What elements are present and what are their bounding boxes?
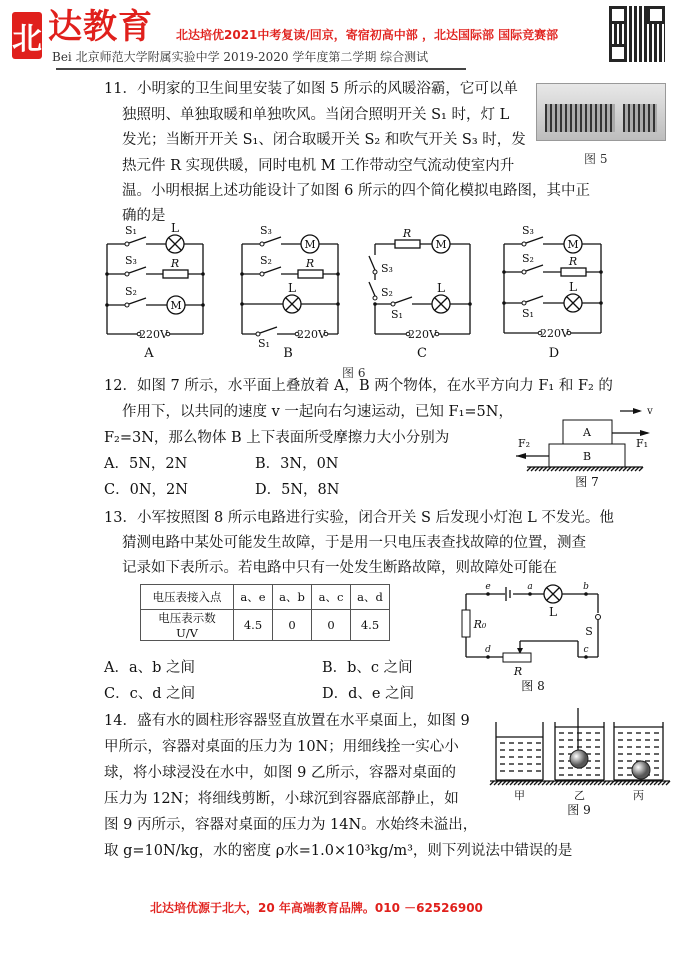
switch-terminal [125, 242, 129, 246]
table-cell: 电压表接入点 [141, 585, 234, 610]
arrow-icon [516, 453, 526, 459]
q13-option: D．d、e 之间 [322, 686, 415, 702]
footer-promo: 北达培优源于北大，20 年高端教育品牌。010 －62526900 [150, 901, 483, 915]
q12-line: 作用下，以共同的速度 v 一起向右匀速运动，已知 F₁=5N， [122, 404, 513, 420]
junction-dot [502, 301, 506, 305]
block-b-label: B [582, 450, 592, 463]
r0-icon [462, 610, 470, 637]
resistor-label: R [568, 255, 578, 268]
fig7-caption: 图 7 [575, 475, 599, 489]
table-cell: 4.5 [351, 610, 390, 641]
switch-terminal [522, 270, 526, 274]
option-label: B [283, 346, 293, 361]
switch-terminal [260, 242, 264, 246]
container-label: 丙 [633, 789, 644, 802]
voltage-table [140, 584, 390, 641]
junction-dot [336, 302, 340, 306]
arrow-icon [640, 430, 650, 436]
switch-label: S₃ [522, 224, 534, 237]
table-cell: a、d [351, 585, 390, 610]
switch-label: S₃ [260, 224, 272, 237]
fig6-caption: 图 6 [342, 366, 366, 380]
switch-label: S₁ [391, 308, 403, 321]
v-label: v [647, 406, 653, 417]
q13-option: B．b、c 之间 [322, 660, 413, 676]
table-row [141, 610, 390, 641]
switch-label: S₂ [125, 285, 137, 298]
q13-line: 13．小军按照图 8 所示电路进行实验，闭合开关 S 后发现小灯泡 L 不发光。他 [104, 510, 614, 526]
fig7-blocks [490, 395, 688, 495]
motor-label: M [304, 238, 316, 251]
fig9-caption: 图 9 [567, 803, 591, 817]
fig9-containers [480, 708, 680, 823]
qr-code-icon [609, 6, 665, 62]
junction-dot [240, 302, 244, 306]
q13-line: 记录如下表所示。若电路中只有一处发生断路故障，则故障处可能在 [122, 560, 557, 576]
switch-terminal [125, 272, 129, 276]
switch-terminal [522, 242, 526, 246]
junction-dot [486, 655, 490, 659]
ball-icon [632, 761, 650, 779]
q14-line: 取 g=10N/kg，水的密度 ρ水=1.0×10³kg/m³，则下列说法中错误的是 [104, 843, 573, 859]
s-label: S [585, 625, 593, 638]
ball-icon [570, 750, 588, 768]
q12-line: 12．如图 7 所示，水平面上叠放着 A，B 两个物体，在水平方向力 F₁ 和 F₂ 的 [104, 378, 613, 394]
promo-header: 北达培优2021中考复读/回京，寄宿初高中部 ，北达国际部 国际竞赛部 [176, 28, 559, 42]
switch-terminal [596, 615, 601, 620]
q11-line: 11．小明家的卫生间里安装了如图 5 所示的风暖浴霸，它可以单 [104, 81, 518, 97]
q13-option: C．c、d 之间 [104, 686, 196, 702]
q14-line: 14．盛有水的圆柱形容器竖直放置在水平桌面上，如图 9 [104, 713, 470, 729]
junction-dot [201, 303, 205, 307]
switch-blade [369, 282, 375, 296]
table-cell: 4.5 [234, 610, 273, 641]
point-label: b [583, 582, 589, 592]
junction-dot [502, 270, 506, 274]
lamp-label: L [288, 281, 296, 295]
logo-char: 北 [12, 21, 42, 57]
table-cell: 0 [312, 610, 351, 641]
point-label: e [485, 582, 491, 592]
switch-label: S₂ [260, 254, 272, 267]
switch-terminal [260, 272, 264, 276]
switch-terminal [256, 332, 260, 336]
switch-label: S₂ [522, 252, 534, 265]
q11-line: 热元件 R 实现供暖，同时电机 M 工作带动空气流动使室内升 [122, 158, 515, 174]
q11-line: 发光；当断开开关 S₁、闭合取暖开关 S₂ 和吹气开关 S₃ 时，发 [122, 132, 526, 148]
table-cell: 0 [273, 610, 312, 641]
fig5-heater-image [536, 83, 666, 141]
motor-label: M [567, 238, 579, 251]
resistor-icon [561, 268, 586, 276]
switch-terminal [522, 301, 526, 305]
table-row [141, 585, 390, 610]
fig8-circuit [455, 575, 605, 695]
q11-line: 确的是 [122, 208, 166, 224]
lamp-label: L [171, 221, 179, 235]
logo-text: 达教育 [48, 7, 153, 47]
source-label: 220V [408, 328, 437, 341]
arrow-icon [633, 408, 642, 414]
q12-option: D．5N，8N [255, 482, 340, 498]
resistor-label: R [170, 257, 180, 270]
junction-dot [373, 302, 377, 306]
q11-line: 温。小明根据上述功能设计了如图 6 所示的四个简化模拟电路图，其中正 [122, 183, 590, 199]
junction-dot [584, 592, 588, 596]
q12-option: B．3N，0N [255, 456, 339, 472]
junction-dot [486, 592, 490, 596]
q14-line: 球，将小球浸没在水中，如图 9 乙所示，容器对桌面的 [104, 765, 456, 781]
lamp-label: L [549, 605, 557, 619]
q14-line: 甲所示，容器对桌面的压力为 10N；用细线拴一实心小 [104, 739, 459, 755]
q12-option: A．5N，2N [104, 456, 188, 472]
option-label: D [548, 346, 560, 361]
junction-dot [105, 303, 109, 307]
junction-dot [105, 272, 109, 276]
source-label: 220V [540, 327, 569, 340]
motor-label: M [170, 299, 182, 312]
table-cell: a、c [312, 585, 351, 610]
point-label: c [583, 645, 589, 655]
resistor-icon [298, 270, 323, 278]
r-label: R [513, 665, 523, 678]
switch-terminal [373, 270, 377, 274]
resistor-label: R [402, 227, 412, 240]
junction-dot [599, 301, 603, 305]
switch-label: S₃ [381, 262, 393, 275]
rheostat-icon [503, 653, 531, 662]
junction-dot [599, 270, 603, 274]
resistor-icon [163, 270, 188, 278]
point-label: d [485, 645, 491, 655]
option-label: A [144, 346, 154, 361]
fig8-caption: 图 8 [521, 679, 545, 693]
switch-label: S₁ [125, 224, 137, 237]
switch-blade [369, 256, 375, 270]
resistor-label: R [305, 257, 315, 270]
motor-label: M [435, 238, 447, 251]
switch-label: S₃ [125, 254, 137, 267]
junction-dot [240, 272, 244, 276]
block-a-label: A [583, 426, 591, 439]
q13-line: 猜测电路中某处可能发生故障，于是用一只电压表查找故障的位置，测查 [122, 535, 586, 551]
container-label: 甲 [514, 789, 525, 802]
junction-dot [201, 272, 205, 276]
table-cell: 电压表示数 U/V [141, 610, 234, 641]
lamp-label: L [569, 280, 577, 294]
junction-dot [336, 272, 340, 276]
f1-label: F₁ [635, 437, 649, 450]
table-cell: a、b [273, 585, 312, 610]
school-header: Bei 北京师范大学附属实验中学 2019-2020 学年度第二学期 综合测试 [52, 50, 429, 64]
option-label: C [417, 346, 427, 361]
r0-label: R₀ [473, 618, 487, 631]
q13-option: A．a、b 之间 [104, 660, 196, 676]
junction-dot [468, 302, 472, 306]
f2-label: F₂ [517, 437, 531, 450]
q14-line: 压力为 12N；将细线剪断，小球沉到容器底部静止，如 [104, 791, 459, 807]
header-rule [56, 68, 466, 70]
source-label: 220V [139, 328, 168, 341]
switch-label: S₁ [258, 337, 270, 350]
logo-mark [12, 12, 42, 59]
switch-terminal [391, 302, 395, 306]
q12-line: F₂=3N，那么物体 B 上下表面所受摩擦力大小分别为 [104, 430, 450, 446]
q11-line: 独照明、单独取暖和单独吹风。当闭合照明开关 S₁ 时，灯 L [122, 107, 510, 123]
table-cell: a、e [234, 585, 273, 610]
q14-line: 图 9 丙所示，容器对桌面的压力为 14N。水始终未溢出， [104, 817, 478, 833]
junction-dot [584, 655, 588, 659]
point-label: a [527, 582, 533, 592]
resistor-icon [395, 240, 420, 248]
switch-label: S₁ [522, 307, 534, 320]
source-label: 220V [297, 328, 326, 341]
switch-terminal [125, 303, 129, 307]
switch-terminal [373, 296, 377, 300]
lamp-label: L [437, 281, 445, 295]
container-label: 乙 [574, 789, 585, 802]
switch-label: S₂ [381, 286, 393, 299]
fig6-circuits [0, 221, 688, 361]
fig5-caption: 图 5 [584, 152, 608, 166]
junction-dot [528, 592, 532, 596]
q12-option: C．0N，2N [104, 482, 188, 498]
